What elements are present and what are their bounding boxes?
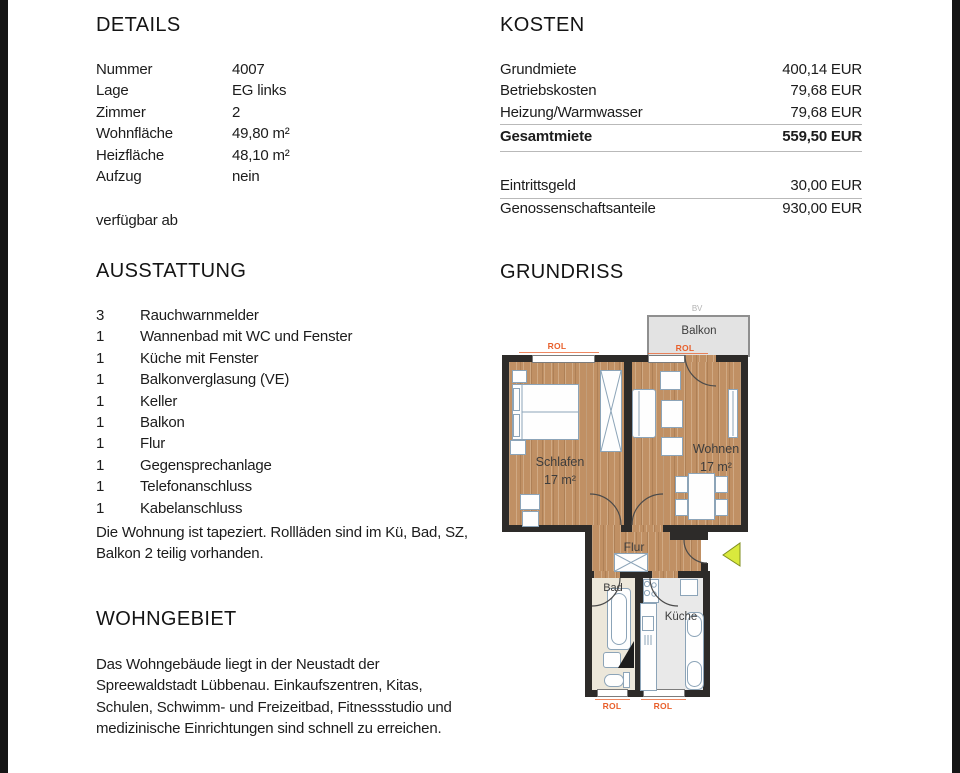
fp-bed [512, 384, 579, 440]
fp-bathtub-inner [611, 593, 627, 645]
fp-pillow [513, 388, 520, 411]
item-name: Küche mit Fenster [140, 349, 259, 367]
list-item [96, 371, 516, 392]
fp-nook-seat [687, 661, 702, 687]
fp-entrance-opening [701, 540, 708, 563]
detail-label: Nummer [96, 61, 153, 78]
fp-dining-chair [675, 476, 688, 493]
fp-window-bad [597, 689, 628, 697]
fp-bad-label: Bad [603, 582, 623, 594]
fp-nightstand [510, 440, 526, 455]
detail-value: 48,10 m² [232, 146, 290, 164]
cost-label: Eintrittsgeld [500, 177, 576, 195]
item-name: Rauchwarnmelder [140, 307, 259, 324]
item-count: 1 [96, 499, 105, 517]
cost-label: Grundmiete [500, 61, 577, 78]
item-count: 1 [96, 456, 105, 474]
detail-label: Heizfläche [96, 146, 165, 164]
item-name: Telefonanschluss [140, 478, 252, 496]
list-item [96, 500, 516, 521]
text-line: Spreewaldstadt Lübbenau. Einkaufszentren, Kitas, [96, 677, 423, 695]
cost-row [500, 61, 862, 82]
wohngebiet-text [96, 654, 516, 740]
fp-fridge [680, 579, 698, 596]
text-line: Schulen, Schwimm- und Freizeitbad, Fitnessstudio und [96, 698, 452, 716]
fp-coffee-table [661, 400, 683, 428]
fp-window-schlafen [532, 355, 595, 363]
fp-flur-label: Flur [623, 540, 645, 554]
fp-sofa [632, 389, 656, 438]
cost-value: 79,68 EUR [790, 82, 862, 100]
text-line: Das Wohngebäude liegt in der Neustadt der [96, 656, 380, 673]
fp-dresser [520, 494, 540, 510]
detail-value: 49,80 m² [232, 125, 290, 143]
fp-chair [660, 371, 681, 390]
fp-door-opening-schlafen [592, 525, 621, 532]
item-count: 1 [96, 435, 105, 453]
list-item [96, 307, 516, 328]
fp-dining-chair [715, 476, 728, 493]
detail-label: Aufzug [96, 167, 142, 185]
item-count: 3 [96, 307, 105, 324]
fp-wardrobe [600, 370, 622, 452]
fp-window-wohnen [648, 355, 685, 363]
fp-flur-cabinet [614, 553, 648, 572]
item-count: 1 [96, 413, 105, 431]
fp-sideboard [728, 389, 738, 438]
fp-door-opening-wohnen [632, 525, 663, 532]
item-name: Kabelanschluss [140, 499, 243, 517]
spacer [500, 153, 862, 177]
fp-dining-table [688, 473, 715, 520]
fp-rol-label-bad: ROL [602, 701, 622, 711]
floorplan [497, 303, 757, 713]
item-name: Balkonverglasung (VE) [140, 371, 290, 389]
fp-toilet [604, 674, 624, 687]
cost-value: 79,68 EUR [790, 103, 862, 121]
fp-nightstand [512, 370, 527, 383]
kosten-title: KOSTEN [500, 14, 585, 36]
detail-value: EG links [232, 82, 287, 100]
cost-row [500, 177, 862, 198]
cost-row [500, 104, 862, 125]
fp-wohnen-area: 17 m² [700, 460, 732, 474]
detail-label: Lage [96, 82, 129, 100]
details-table [96, 61, 436, 189]
item-name: Wannenbad mit WC und Fenster [140, 328, 353, 346]
list-item [96, 328, 516, 349]
list-item [96, 414, 516, 435]
cost-label: Betriebskosten [500, 82, 597, 100]
details-row [96, 104, 436, 125]
cost-value: 30,00 EUR [790, 177, 862, 195]
details-row [96, 147, 436, 168]
fp-rol-label-schlafen: ROL [547, 341, 567, 351]
fp-dining-chair [715, 499, 728, 516]
fp-entrance-marker-icon [723, 543, 740, 566]
list-item [96, 350, 516, 371]
note-line: Balkon 2 teilig vorhanden. [96, 545, 264, 563]
fp-entry-wall-segment [670, 532, 708, 540]
details-row [96, 168, 436, 189]
item-name: Flur [140, 435, 166, 453]
cost-row [500, 200, 862, 221]
grundriss-title: GRUNDRISS [500, 261, 624, 283]
details-row [96, 61, 436, 82]
fp-wohnen-label: Wohnen [692, 442, 740, 456]
ausstattung-title: AUSSTATTUNG [96, 260, 247, 282]
fp-bv-label: BV [691, 304, 703, 313]
details-row [96, 125, 436, 146]
fp-schlafen-label: Schlafen [535, 455, 585, 469]
item-count: 1 [96, 371, 105, 389]
fp-kueche-label: Küche [664, 611, 698, 623]
fp-door-opening-bad [594, 571, 620, 578]
detail-label: Zimmer [96, 103, 146, 121]
list-item [96, 393, 516, 414]
list-item [96, 435, 516, 456]
note-line: Die Wohnung ist tapeziert. Rollläden sind im Kü, Bad, SZ, [96, 524, 468, 541]
available-from-label: verfügbar ab [96, 212, 178, 229]
fp-sink [603, 652, 621, 668]
fp-stove [643, 579, 659, 603]
item-name: Gegensprechanlage [140, 456, 272, 474]
item-count: 1 [96, 328, 105, 346]
item-count: 1 [96, 478, 105, 496]
fp-balkon-label: Balkon [681, 325, 717, 337]
left-edge-bar [0, 0, 8, 773]
cost-label: Gesamtmiete [500, 128, 593, 146]
fp-rol-line [648, 353, 708, 354]
fp-balcony-door-opening [685, 355, 716, 362]
cost-value: 930,00 EUR [782, 199, 862, 217]
fp-rol-label-balkon: ROL [675, 343, 695, 353]
fp-toilet-tank [623, 672, 630, 688]
fp-room-divider-wall [624, 362, 632, 525]
detail-value: nein [232, 167, 260, 185]
list-item [96, 478, 516, 499]
fp-door-opening-kueche [652, 571, 678, 578]
fp-rol-line [519, 352, 599, 353]
wohngebiet-title: WOHNGEBIET [96, 608, 237, 630]
fp-rol-line [641, 699, 686, 700]
item-name: Keller [140, 392, 178, 410]
detail-value: 4007 [232, 61, 265, 78]
item-count: 1 [96, 349, 105, 367]
fp-pillow [513, 414, 520, 437]
kosten-table [500, 61, 862, 221]
text-line: medizinische Einrichtungen sind schnell zu erreichen. [96, 720, 442, 738]
details-row [96, 82, 436, 103]
fp-dining-chair [675, 499, 688, 516]
ausstattung-list [96, 307, 516, 521]
fp-rol-line [595, 699, 630, 700]
right-edge-bar [952, 0, 960, 773]
cost-value: 559,50 EUR [782, 128, 862, 146]
item-count: 1 [96, 392, 105, 410]
detail-value: 2 [232, 103, 241, 121]
item-name: Balkon [140, 413, 185, 431]
cost-label: Heizung/Warmwasser [500, 103, 643, 121]
cost-row-total [500, 126, 862, 152]
fp-dresser [522, 511, 539, 527]
ausstattung-note [96, 522, 516, 565]
cost-label: Genossenschaftsanteile [500, 199, 656, 217]
detail-label: Wohnfläche [96, 125, 173, 143]
fp-schlafen-area: 17 m² [544, 473, 576, 487]
list-item [96, 457, 516, 478]
fp-kitchen-sink [642, 616, 654, 631]
fp-rol-label-kueche: ROL [653, 701, 673, 711]
cost-row [500, 82, 862, 103]
cost-value: 400,14 EUR [782, 61, 862, 78]
details-title: DETAILS [96, 14, 181, 36]
